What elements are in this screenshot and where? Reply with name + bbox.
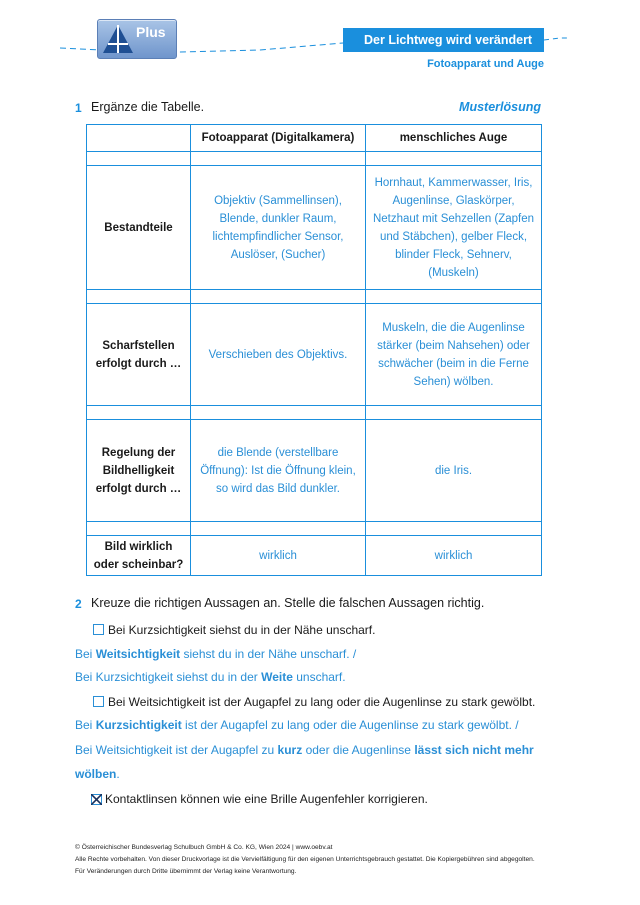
table-spacer [87,290,542,304]
text: Bei Kurzsichtigkeit siehst du in der [75,670,262,684]
text: Bei [75,647,96,661]
eye-answer: Muskeln, die die Augenlinse stärker (beim Nahsehen) oder schwächer (beim in die Ferne Sehen) wölben. [366,304,542,406]
bold-text: Weitsichtigkeit [95,647,181,661]
plus-logo [97,19,177,59]
bold-text: kurz [277,743,303,757]
bold-text: Kurzsichtigkeit [95,718,182,732]
text: unscharf. [292,670,346,684]
table-header-eye: menschliches Auge [366,125,542,152]
row-label: Bild wirklich oder scheinbar? [87,536,191,576]
bold-text: wölben [75,767,117,781]
camera-answer: Verschieben des Objektivs. [191,304,366,406]
statement-3-text: Kontaktlinsen können wie eine Brille Augenfehler korrigieren. [105,792,428,806]
text: siehst du in der Nähe unscharf. / [180,647,357,661]
task2-instruction: Kreuze die richtigen Aussagen an. Stelle die falschen Aussagen richtig. [91,596,485,610]
eye-answer: Hornhaut, Kammerwasser, Iris, Augenlinse, Glaskörper, Netzhaut mit Sehzellen (Zapfen und Stäbchen), gelber Fleck, blinder Fleck, Sehnerv, (Muskeln) [366,166,542,290]
task2-number: 2 [75,597,82,611]
page-subtitle: Fotoapparat und Auge [427,58,544,70]
correction-1a [75,646,356,662]
correction-2c [75,766,120,782]
eye-answer: die Iris. [366,420,542,522]
checkbox-checked-icon[interactable] [91,794,102,805]
table-header-row [87,125,542,152]
eye-answer: wirklich [366,536,542,576]
task1-number: 1 [75,101,82,115]
table-row [87,166,542,290]
checkbox-unchecked[interactable] [93,624,104,635]
statement-3 [91,791,428,807]
text: Bei Weitsichtigkeit ist der Augapfel zu [75,743,278,757]
table-row [87,536,542,576]
statement-2 [93,694,535,710]
correction-2a [75,717,519,733]
camera-answer: wirklich [191,536,366,576]
camera-answer: die Blende (verstellbare Öffnung): Ist die Öffnung klein, so wird das Bild dunkler. [191,420,366,522]
row-label: Scharfstellen erfolgt durch … [87,304,191,406]
solution-label: Musterlösung [459,100,541,114]
comparison-table [86,124,542,576]
footer-rights: Alle Rechte vorbehalten. Von dieser Druckvorlage ist die Vervielfältigung für den eigenen Unterrichtsgebrauch gestattet. Die Kopiergebühren sind abgegolten. [75,856,535,863]
task1-instruction: Ergänze die Tabelle. [91,100,205,114]
text: oder die Augenlinse [302,743,415,757]
checkbox-unchecked[interactable] [93,696,104,707]
camera-answer: Objektiv (Sammellinsen), Blende, dunkler Raum, lichtempfindlicher Sensor, Auslöser, (Sucher) [191,166,366,290]
table-spacer [87,406,542,420]
triangle-logo-icon [101,23,135,55]
statement-1 [93,622,375,638]
correction-1b [75,669,346,685]
table-header-empty [87,125,191,152]
footer-copyright: © Österreichischer Bundesverlag Schulbuch GmbH & Co. KG, Wien 2024 | www.oebv.at [75,844,333,851]
text: Bei [75,718,96,732]
table-row [87,420,542,522]
text: ist der Augapfel zu lang oder die Augenlinse zu stark gewölbt. / [181,718,519,732]
row-label: Regelung der Bildhelligkeit erfolgt durch … [87,420,191,522]
statement-1-text: Bei Kurzsichtigkeit siehst du in der Nähe unscharf. [108,623,376,637]
table-header-camera: Fotoapparat (Digitalkamera) [191,125,366,152]
text: . [116,767,120,781]
row-label: Bestandteile [87,166,191,290]
bold-text: Weite [261,670,293,684]
correction-2b [75,742,534,758]
table-row [87,304,542,406]
table-spacer [87,522,542,536]
logo-text: Plus [136,24,166,40]
table-spacer [87,152,542,166]
bold-text: lässt sich nicht mehr [414,743,534,757]
page-title: Der Lichtweg wird verändert [343,28,544,52]
footer-disclaimer: Für Veränderungen durch Dritte übernimmt der Verlag keine Verantwortung. [75,868,297,875]
statement-2-text: Bei Weitsichtigkeit ist der Augapfel zu lang oder die Augenlinse zu stark gewölbt. [108,695,536,709]
